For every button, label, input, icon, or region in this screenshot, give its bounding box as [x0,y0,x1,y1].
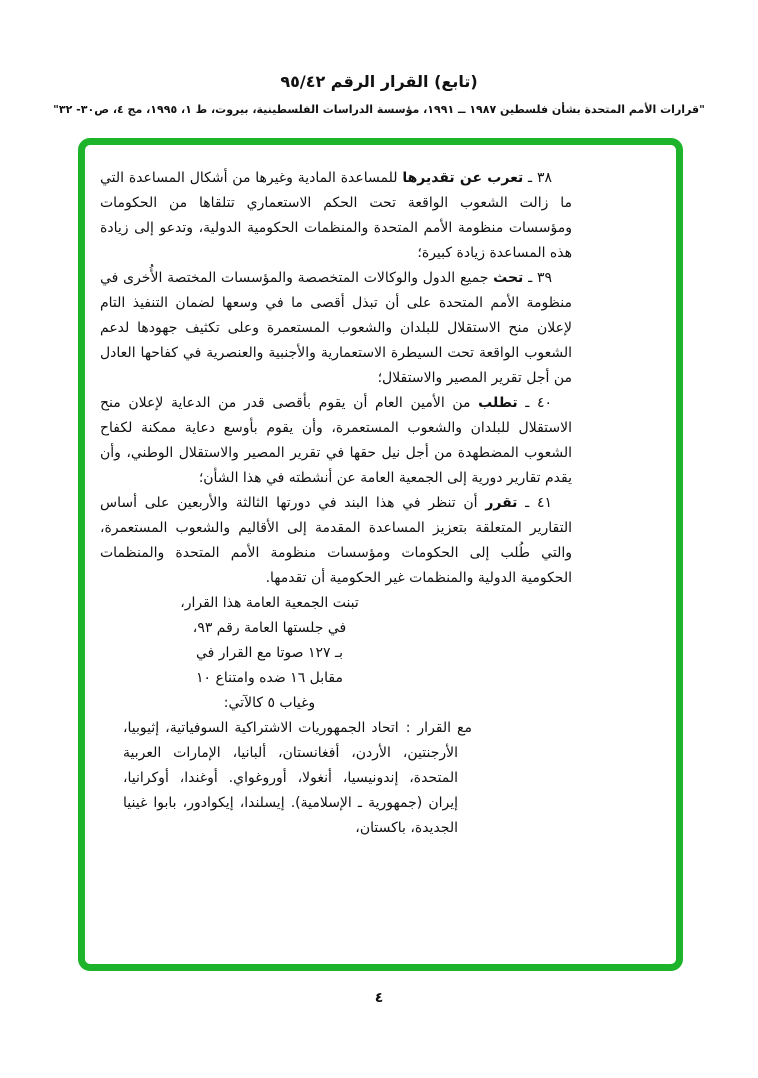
paragraph-number: ٣٨ ـ [528,170,553,186]
adoption-line: تبنت الجمعية العامة هذا القرار، [180,595,359,611]
resolution-title: (تابع) القرار الرقم ٩٥/٤٢ [280,72,478,91]
vote-countries: اتحاد الجمهوريات الاشتراكية السوفياتية، إثيوبيا، الأرجنتين، الأردن، أفغانستان، ألبانيا، الإمارات العربية المتحدة، إندونيسيا، أنغولا، أوروغواي. أوغندا، أوكرانيا، إيران (جمهورية ـ الإسلامية). إيسلندا، إيكوادور، بابوا غينيا الجديدة، باكستان، [123,720,458,836]
paragraph-number: ٤٠ ـ [525,395,553,411]
adoption-line: وغياب ٥ كالآتي: [223,695,316,711]
page-number: ٤ [374,990,384,1006]
paragraph-38 [100,166,572,266]
paragraph-lead: تعرب عن تقديرها [402,170,524,186]
paragraph-number: ٤١ ـ [525,495,553,511]
paragraph-number: ٣٩ ـ [528,270,552,286]
paragraph-lead: تطلب [478,395,518,411]
vote-separator: : [405,720,411,736]
adoption-line: مقابل ١٦ ضده وامتناع ١٠ [195,670,344,686]
vote-label: مع القرار [417,720,473,736]
source-citation: "قرارات الأمم المتحدة بشأن فلسطين ١٩٨٧ ــ ١٩٩١، مؤسسة الدراسات الفلسطينية، بيروت، ط ١، ١٩٩٥، مج ٤، ص٣٠- ٣٢" [53,103,705,116]
paragraph-text: للمساعدة المادية وغيرها من أشكال المساعدة التي ما زالت الشعوب الواقعة تحت الحكم الاستعماري تتلقاها من الحكومات ومؤسسات منظومة الأمم المتحدة والمنظمات الحكومية الدولية، وتدعو إلى زيادة هذه المساعدة زيادة كبيرة؛ [100,170,572,261]
vote-record [123,716,472,841]
paragraph-lead: تحث [493,270,524,286]
paragraph-text: جميع الدول والوكالات المتخصصة والمؤسسات المختصة الأُخرى في منظومة الأمم المتحدة على أن تبذل أقصى ما في وسعها لضمان التنفيذ التام لإعلان منح الاستقلال للبلدان والشعوب المستعمرة وعلى تكثيف جهودها لدعم الشعوب الواقعة تحت السيطرة الاستعمارية والأجنبية والعنصرية في كفاحها العادل من أجل تقرير المصير والاستقلال؛ [100,270,572,386]
resolution-body [100,166,572,841]
adoption-note [172,591,367,716]
paragraph-lead: تقرر [485,495,518,511]
adoption-line: في جلستها العامة رقم ٩٣، [192,620,347,636]
paragraph-text: أن تنظر في هذا البند في دورتها الثالثة والأربعين على أساس التقارير المتعلقة بتعزيز المساعدة المقدمة إلى الأقاليم والشعوب المستعمرة، والتي طُلب إلى الحكومات ومؤسسات منظومة الأمم المتحدة والمنظمات الحكومية الدولية والمنظمات غير الحكومية أن تقدمها. [100,495,572,586]
adoption-line: بـ ١٢٧ صوتا مع القرار في [195,645,344,661]
paragraph-41 [100,491,572,591]
paragraph-40 [100,391,572,491]
paragraph-text: من الأمين العام أن يقوم بأقصى قدر من الدعاية لإعلان منح الاستقلال للبلدان والشعوب المستعمرة، وأن يقوم بأوسع دعاية ممكنة لكفاح الشعوب المضطهدة من أجل نيل حقها في تقرير المصير والاستقلال الوطني، وأن يقدم تقارير دورية إلى الجمعية العامة عن أنشطته في هذا الشأن؛ [100,395,572,486]
paragraph-39 [100,266,572,391]
